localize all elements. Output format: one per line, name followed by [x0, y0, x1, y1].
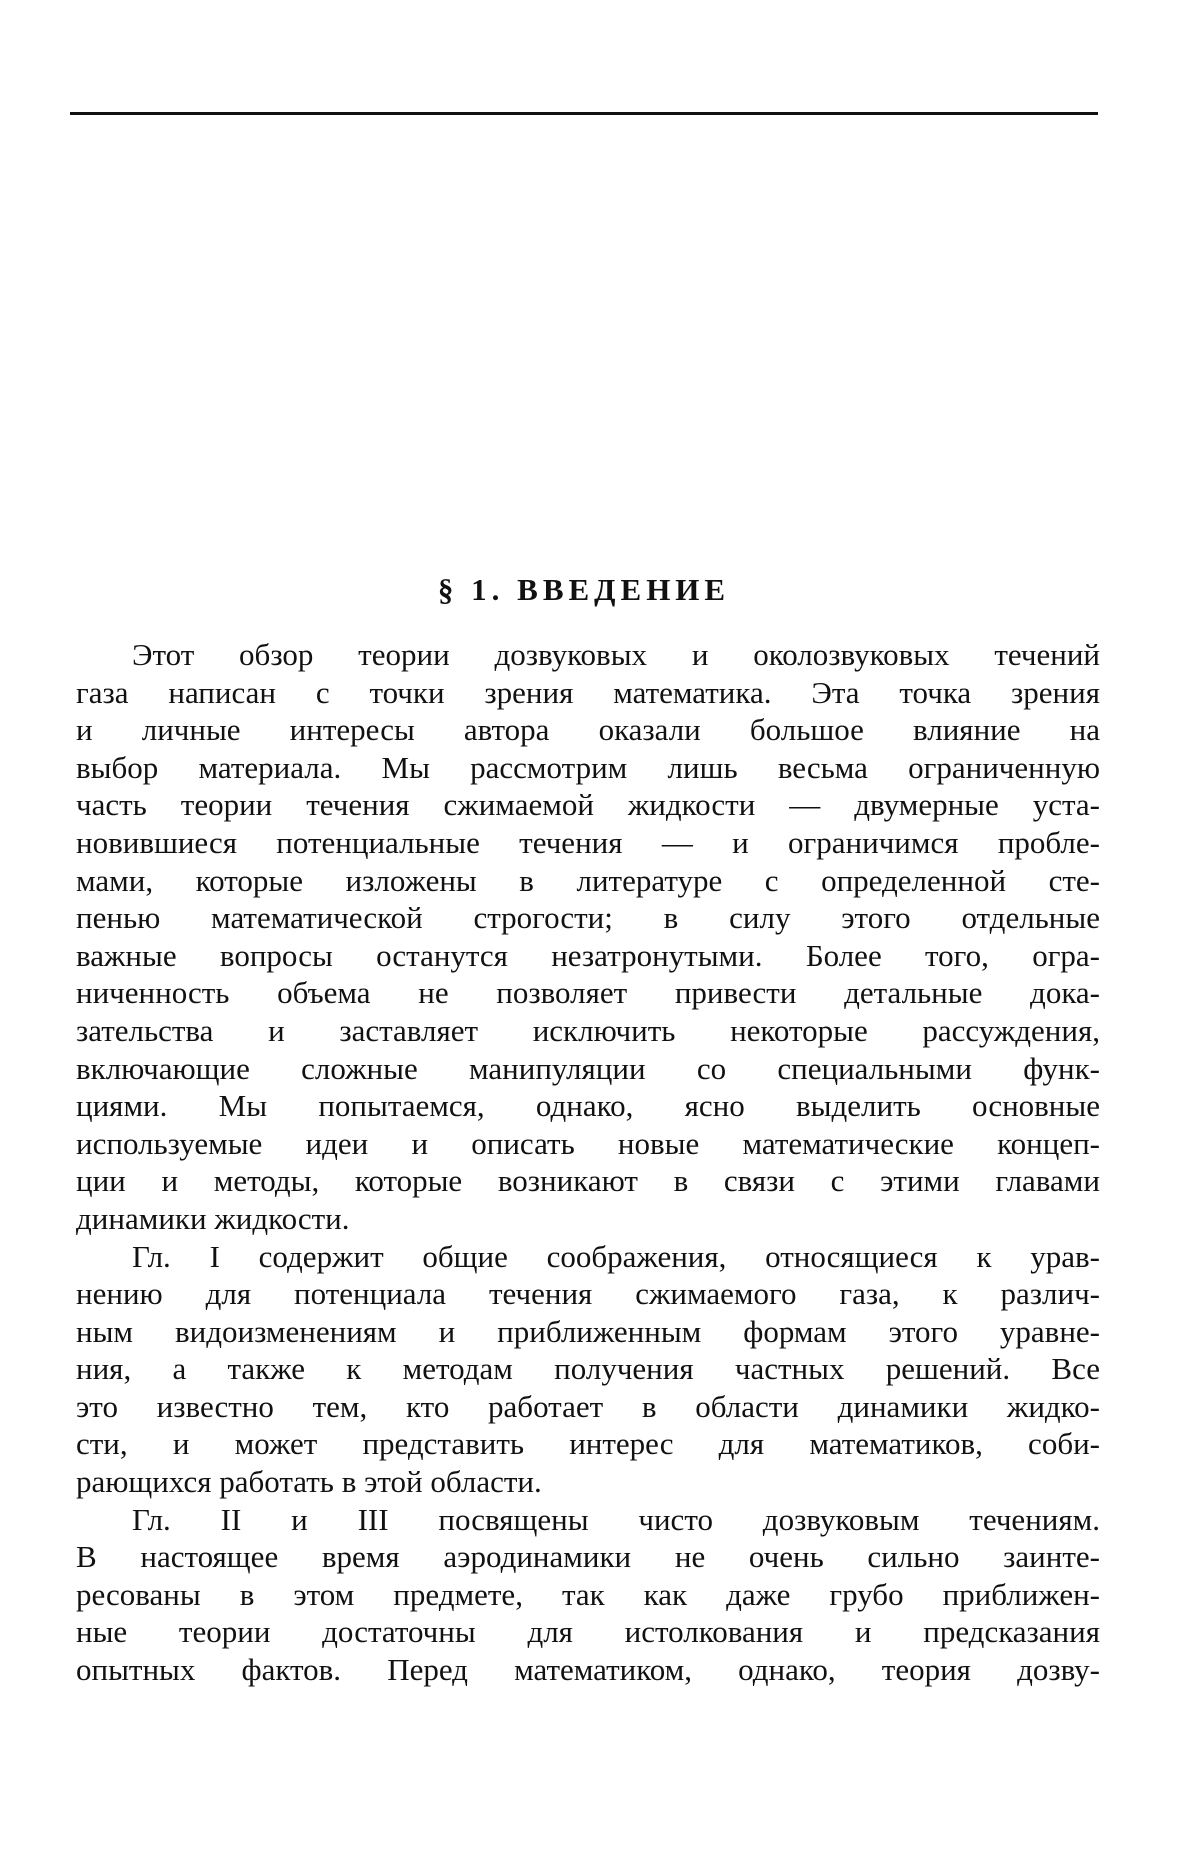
text-line: часть теории течения сжимаемой жидкости — двумерные уста-: [76, 787, 1100, 823]
text-line: ным видоизменениям и приближенным формам этого уравне-: [76, 1313, 1100, 1349]
text-line: ниченность объема не позволяет привести детальные дока-: [76, 975, 1100, 1011]
text-line: В настоящее время аэродинамики не очень сильно заинте-: [76, 1539, 1100, 1575]
text-line: и личные интересы автора оказали большое влияние на: [76, 712, 1100, 748]
text-line: циями. Мы попытаемся, однако, ясно выделить основные: [76, 1088, 1100, 1124]
paragraph-2: [76, 1238, 1100, 1501]
text-line: новившиеся потенциальные течения — и ограничимся пробле-: [76, 824, 1100, 860]
text-line: рающихся работать в этой области.: [76, 1464, 542, 1500]
text-line: выбор материала. Мы рассмотрим лишь весьма ограниченную: [76, 749, 1100, 785]
text-line: Этот обзор теории дозвуковых и околозвуковых течений: [132, 637, 1100, 672]
text-line: динамики жидкости.: [76, 1200, 350, 1236]
text-line: используемые идеи и описать новые математические концеп-: [76, 1125, 1100, 1161]
top-rule: [70, 112, 1098, 115]
text-line: зательства и заставляет исключить некоторые рассуждения,: [76, 1012, 1100, 1048]
text-line: ресованы в этом предмете, так как даже грубо приближен-: [76, 1576, 1100, 1612]
text-line: пенью математической строгости; в силу этого отдельные: [76, 900, 1100, 936]
section-title: § 1. ВВЕДЕНИЕ: [437, 572, 731, 607]
text-line: включающие сложные манипуляции со специальными функ-: [76, 1050, 1100, 1086]
text-line: ния, а также к методам получения частных решений. Все: [76, 1351, 1100, 1387]
text-line: нению для потенциала течения сжимаемого газа, к различ-: [76, 1276, 1100, 1312]
body-text: [76, 636, 1100, 1689]
text-line: мами, которые изложены в литературе с определенной сте-: [76, 862, 1100, 898]
text-line: Гл. II и III посвящены чисто дозвуковым течениям.: [132, 1501, 1100, 1537]
paragraph-1: [76, 636, 1100, 1238]
text-line: ные теории достаточны для истолкования и предсказания: [76, 1614, 1100, 1650]
text-line: сти, и может представить интерес для математиков, соби-: [76, 1426, 1100, 1462]
text-line: важные вопросы останутся незатронутыми. Более того, огра-: [76, 937, 1100, 973]
text-line: ции и методы, которые возникают в связи с этими главами: [76, 1163, 1100, 1199]
text-line: газа написан с точки зрения математика. Эта точка зрения: [76, 674, 1100, 710]
text-line: опытных фактов. Перед математиком, однако, теория дозву-: [76, 1652, 1100, 1688]
text-line: это известно тем, кто работает в области динамики жидко-: [76, 1388, 1100, 1424]
text-line: Гл. I содержит общие соображения, относящиеся к урав-: [132, 1238, 1100, 1274]
paragraph-3: [76, 1501, 1100, 1689]
